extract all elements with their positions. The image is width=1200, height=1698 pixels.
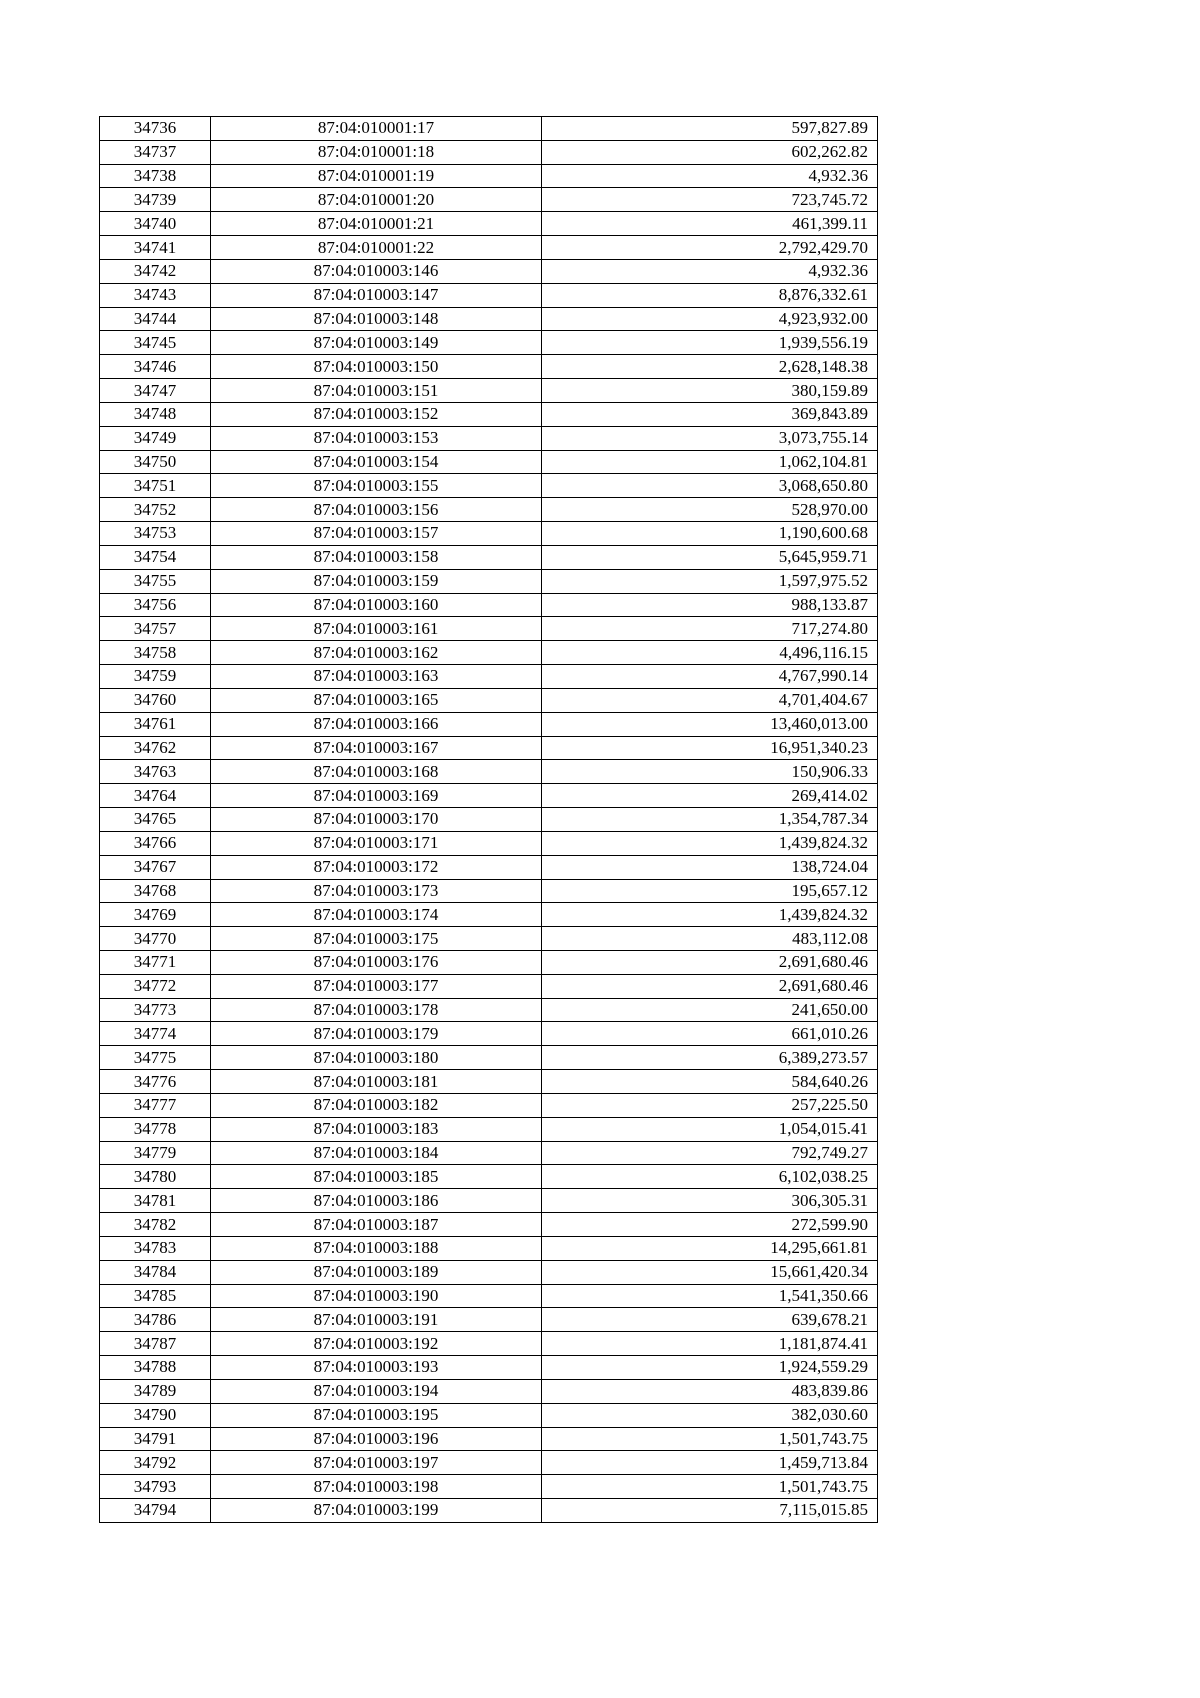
table-row (100, 593, 878, 617)
row-number-cell: 34761 (100, 712, 211, 736)
cadastral-number-cell: 87:04:010001:19 (211, 164, 542, 188)
cadastral-number-cell: 87:04:010003:152 (211, 402, 542, 426)
cadastral-number-cell: 87:04:010003:175 (211, 927, 542, 951)
value-cell: 661,010.26 (542, 1022, 878, 1046)
value-cell: 602,262.82 (542, 140, 878, 164)
value-cell: 1,501,743.75 (542, 1427, 878, 1451)
cadastral-number-cell: 87:04:010003:148 (211, 307, 542, 331)
value-cell: 16,951,340.23 (542, 736, 878, 760)
value-cell: 1,597,975.52 (542, 569, 878, 593)
value-cell: 483,112.08 (542, 927, 878, 951)
cadastral-number-cell: 87:04:010003:149 (211, 331, 542, 355)
table-row (100, 1141, 878, 1165)
row-number-cell: 34772 (100, 974, 211, 998)
value-cell: 1,181,874.41 (542, 1332, 878, 1356)
cadastral-number-cell: 87:04:010003:197 (211, 1451, 542, 1475)
cadastral-number-cell: 87:04:010003:146 (211, 259, 542, 283)
value-cell: 1,939,556.19 (542, 331, 878, 355)
table-row (100, 1236, 878, 1260)
value-cell: 6,389,273.57 (542, 1046, 878, 1070)
cadastral-number-cell: 87:04:010003:183 (211, 1117, 542, 1141)
cadastral-number-cell: 87:04:010003:147 (211, 283, 542, 307)
value-cell: 369,843.89 (542, 402, 878, 426)
value-cell: 988,133.87 (542, 593, 878, 617)
value-cell: 138,724.04 (542, 855, 878, 879)
row-number-cell: 34745 (100, 331, 211, 355)
table-row (100, 1356, 878, 1380)
cadastral-number-cell: 87:04:010003:174 (211, 903, 542, 927)
value-cell: 1,501,743.75 (542, 1475, 878, 1499)
row-number-cell: 34788 (100, 1356, 211, 1380)
value-cell: 597,827.89 (542, 117, 878, 141)
table-row (100, 784, 878, 808)
row-number-cell: 34767 (100, 855, 211, 879)
table-row (100, 1189, 878, 1213)
value-cell: 2,691,680.46 (542, 974, 878, 998)
table-row (100, 1332, 878, 1356)
row-number-cell: 34780 (100, 1165, 211, 1189)
table-row (100, 1475, 878, 1499)
table-row (100, 355, 878, 379)
row-number-cell: 34742 (100, 259, 211, 283)
cadastral-number-cell: 87:04:010003:153 (211, 426, 542, 450)
table-row (100, 808, 878, 832)
table-row (100, 1093, 878, 1117)
table-row (100, 1070, 878, 1094)
cadastral-number-cell: 87:04:010003:194 (211, 1379, 542, 1403)
cadastral-number-cell: 87:04:010003:166 (211, 712, 542, 736)
cadastral-number-cell: 87:04:010003:168 (211, 760, 542, 784)
table-row (100, 259, 878, 283)
row-number-cell: 34753 (100, 522, 211, 546)
table-row (100, 1284, 878, 1308)
row-number-cell: 34751 (100, 474, 211, 498)
value-cell: 792,749.27 (542, 1141, 878, 1165)
table-row (100, 522, 878, 546)
table-row (100, 450, 878, 474)
cadastral-number-cell: 87:04:010003:170 (211, 808, 542, 832)
value-cell: 272,599.90 (542, 1213, 878, 1237)
row-number-cell: 34741 (100, 236, 211, 260)
cadastral-number-cell: 87:04:010003:157 (211, 522, 542, 546)
table-row (100, 927, 878, 951)
row-number-cell: 34740 (100, 212, 211, 236)
value-cell: 14,295,661.81 (542, 1236, 878, 1260)
cadastral-number-cell: 87:04:010001:20 (211, 188, 542, 212)
cadastral-value-table (99, 116, 878, 1523)
row-number-cell: 34739 (100, 188, 211, 212)
cadastral-number-cell: 87:04:010001:21 (211, 212, 542, 236)
row-number-cell: 34743 (100, 283, 211, 307)
row-number-cell: 34765 (100, 808, 211, 832)
value-cell: 195,657.12 (542, 879, 878, 903)
cadastral-number-cell: 87:04:010003:182 (211, 1093, 542, 1117)
table-row (100, 617, 878, 641)
row-number-cell: 34791 (100, 1427, 211, 1451)
table-row (100, 164, 878, 188)
row-number-cell: 34757 (100, 617, 211, 641)
cadastral-number-cell: 87:04:010003:188 (211, 1236, 542, 1260)
cadastral-number-cell: 87:04:010003:165 (211, 688, 542, 712)
value-cell: 150,906.33 (542, 760, 878, 784)
cadastral-number-cell: 87:04:010003:181 (211, 1070, 542, 1094)
table-row (100, 402, 878, 426)
cadastral-number-cell: 87:04:010003:163 (211, 665, 542, 689)
table-row (100, 974, 878, 998)
value-cell: 382,030.60 (542, 1403, 878, 1427)
row-number-cell: 34779 (100, 1141, 211, 1165)
cadastral-number-cell: 87:04:010003:156 (211, 498, 542, 522)
row-number-cell: 34771 (100, 950, 211, 974)
cadastral-number-cell: 87:04:010003:186 (211, 1189, 542, 1213)
cadastral-number-cell: 87:04:010003:172 (211, 855, 542, 879)
row-number-cell: 34766 (100, 831, 211, 855)
cadastral-number-cell: 87:04:010003:173 (211, 879, 542, 903)
value-cell: 639,678.21 (542, 1308, 878, 1332)
table-row (100, 879, 878, 903)
cadastral-number-cell: 87:04:010003:190 (211, 1284, 542, 1308)
table-row (100, 307, 878, 331)
cadastral-number-cell: 87:04:010003:171 (211, 831, 542, 855)
value-cell: 3,073,755.14 (542, 426, 878, 450)
value-cell: 4,932.36 (542, 164, 878, 188)
table-row (100, 855, 878, 879)
cadastral-number-cell: 87:04:010003:179 (211, 1022, 542, 1046)
row-number-cell: 34736 (100, 117, 211, 141)
table-row (100, 1308, 878, 1332)
value-cell: 3,068,650.80 (542, 474, 878, 498)
cadastral-number-cell: 87:04:010003:167 (211, 736, 542, 760)
cadastral-number-cell: 87:04:010003:155 (211, 474, 542, 498)
cadastral-number-cell: 87:04:010003:189 (211, 1260, 542, 1284)
value-cell: 1,054,015.41 (542, 1117, 878, 1141)
cadastral-number-cell: 87:04:010001:17 (211, 117, 542, 141)
value-cell: 2,628,148.38 (542, 355, 878, 379)
row-number-cell: 34792 (100, 1451, 211, 1475)
table-row (100, 1022, 878, 1046)
value-cell: 2,792,429.70 (542, 236, 878, 260)
cadastral-number-cell: 87:04:010003:180 (211, 1046, 542, 1070)
table-row (100, 736, 878, 760)
row-number-cell: 34773 (100, 998, 211, 1022)
row-number-cell: 34755 (100, 569, 211, 593)
row-number-cell: 34758 (100, 641, 211, 665)
cadastral-number-cell: 87:04:010003:169 (211, 784, 542, 808)
table-body (100, 117, 878, 1523)
table-row (100, 426, 878, 450)
row-number-cell: 34786 (100, 1308, 211, 1332)
table-row (100, 545, 878, 569)
cadastral-number-cell: 87:04:010003:158 (211, 545, 542, 569)
value-cell: 584,640.26 (542, 1070, 878, 1094)
table-row (100, 236, 878, 260)
table-row (100, 1499, 878, 1523)
value-cell: 15,661,420.34 (542, 1260, 878, 1284)
table-row (100, 212, 878, 236)
value-cell: 1,924,559.29 (542, 1356, 878, 1380)
table-row (100, 1451, 878, 1475)
cadastral-number-cell: 87:04:010001:22 (211, 236, 542, 260)
row-number-cell: 34762 (100, 736, 211, 760)
cadastral-number-cell: 87:04:010003:193 (211, 1356, 542, 1380)
cadastral-number-cell: 87:04:010003:185 (211, 1165, 542, 1189)
table-row (100, 379, 878, 403)
value-cell: 4,767,990.14 (542, 665, 878, 689)
table-row (100, 1213, 878, 1237)
cadastral-number-cell: 87:04:010003:177 (211, 974, 542, 998)
table-row (100, 1379, 878, 1403)
table-row (100, 950, 878, 974)
table-row (100, 1403, 878, 1427)
row-number-cell: 34781 (100, 1189, 211, 1213)
value-cell: 8,876,332.61 (542, 283, 878, 307)
value-cell: 1,062,104.81 (542, 450, 878, 474)
table-row (100, 1117, 878, 1141)
value-cell: 380,159.89 (542, 379, 878, 403)
value-cell: 1,439,824.32 (542, 831, 878, 855)
table-row (100, 140, 878, 164)
cadastral-number-cell: 87:04:010003:178 (211, 998, 542, 1022)
value-cell: 1,459,713.84 (542, 1451, 878, 1475)
value-cell: 4,923,932.00 (542, 307, 878, 331)
row-number-cell: 34746 (100, 355, 211, 379)
table-row (100, 998, 878, 1022)
row-number-cell: 34768 (100, 879, 211, 903)
table-row (100, 117, 878, 141)
row-number-cell: 34774 (100, 1022, 211, 1046)
row-number-cell: 34785 (100, 1284, 211, 1308)
row-number-cell: 34760 (100, 688, 211, 712)
value-cell: 7,115,015.85 (542, 1499, 878, 1523)
table-row (100, 474, 878, 498)
value-cell: 306,305.31 (542, 1189, 878, 1213)
value-cell: 1,439,824.32 (542, 903, 878, 927)
table-row (100, 903, 878, 927)
value-cell: 717,274.80 (542, 617, 878, 641)
table-row (100, 1260, 878, 1284)
row-number-cell: 34777 (100, 1093, 211, 1117)
table-row (100, 760, 878, 784)
row-number-cell: 34748 (100, 402, 211, 426)
row-number-cell: 34763 (100, 760, 211, 784)
table-row (100, 569, 878, 593)
cadastral-number-cell: 87:04:010003:161 (211, 617, 542, 641)
value-cell: 4,932.36 (542, 259, 878, 283)
cadastral-number-cell: 87:04:010003:162 (211, 641, 542, 665)
cadastral-number-cell: 87:04:010003:195 (211, 1403, 542, 1427)
table-row (100, 665, 878, 689)
row-number-cell: 34778 (100, 1117, 211, 1141)
value-cell: 5,645,959.71 (542, 545, 878, 569)
cadastral-number-cell: 87:04:010003:199 (211, 1499, 542, 1523)
table-row (100, 498, 878, 522)
cadastral-number-cell: 87:04:010003:176 (211, 950, 542, 974)
cadastral-number-cell: 87:04:010003:184 (211, 1141, 542, 1165)
value-cell: 4,701,404.67 (542, 688, 878, 712)
row-number-cell: 34752 (100, 498, 211, 522)
cadastral-number-cell: 87:04:010003:191 (211, 1308, 542, 1332)
row-number-cell: 34789 (100, 1379, 211, 1403)
cadastral-number-cell: 87:04:010003:196 (211, 1427, 542, 1451)
cadastral-number-cell: 87:04:010003:159 (211, 569, 542, 593)
row-number-cell: 34749 (100, 426, 211, 450)
row-number-cell: 34738 (100, 164, 211, 188)
row-number-cell: 34770 (100, 927, 211, 951)
row-number-cell: 34784 (100, 1260, 211, 1284)
row-number-cell: 34782 (100, 1213, 211, 1237)
row-number-cell: 34776 (100, 1070, 211, 1094)
row-number-cell: 34750 (100, 450, 211, 474)
row-number-cell: 34759 (100, 665, 211, 689)
value-cell: 257,225.50 (542, 1093, 878, 1117)
cadastral-number-cell: 87:04:010003:160 (211, 593, 542, 617)
value-cell: 461,399.11 (542, 212, 878, 236)
row-number-cell: 34744 (100, 307, 211, 331)
row-number-cell: 34769 (100, 903, 211, 927)
row-number-cell: 34790 (100, 1403, 211, 1427)
row-number-cell: 34794 (100, 1499, 211, 1523)
table-row (100, 712, 878, 736)
value-cell: 6,102,038.25 (542, 1165, 878, 1189)
row-number-cell: 34775 (100, 1046, 211, 1070)
row-number-cell: 34783 (100, 1236, 211, 1260)
value-cell: 1,190,600.68 (542, 522, 878, 546)
value-cell: 723,745.72 (542, 188, 878, 212)
row-number-cell: 34793 (100, 1475, 211, 1499)
table-row (100, 1046, 878, 1070)
value-cell: 1,354,787.34 (542, 808, 878, 832)
table-row (100, 188, 878, 212)
cadastral-number-cell: 87:04:010003:151 (211, 379, 542, 403)
table-row (100, 1427, 878, 1451)
table-row (100, 688, 878, 712)
cadastral-number-cell: 87:04:010003:150 (211, 355, 542, 379)
table-row (100, 331, 878, 355)
row-number-cell: 34756 (100, 593, 211, 617)
value-cell: 2,691,680.46 (542, 950, 878, 974)
row-number-cell: 34754 (100, 545, 211, 569)
value-cell: 13,460,013.00 (542, 712, 878, 736)
cadastral-number-cell: 87:04:010003:187 (211, 1213, 542, 1237)
row-number-cell: 34737 (100, 140, 211, 164)
value-cell: 1,541,350.66 (542, 1284, 878, 1308)
table-row (100, 641, 878, 665)
value-cell: 483,839.86 (542, 1379, 878, 1403)
cadastral-number-cell: 87:04:010003:198 (211, 1475, 542, 1499)
table-row (100, 831, 878, 855)
cadastral-number-cell: 87:04:010001:18 (211, 140, 542, 164)
cadastral-number-cell: 87:04:010003:192 (211, 1332, 542, 1356)
row-number-cell: 34787 (100, 1332, 211, 1356)
row-number-cell: 34747 (100, 379, 211, 403)
value-cell: 241,650.00 (542, 998, 878, 1022)
value-cell: 528,970.00 (542, 498, 878, 522)
table-row (100, 1165, 878, 1189)
table-row (100, 283, 878, 307)
value-cell: 4,496,116.15 (542, 641, 878, 665)
row-number-cell: 34764 (100, 784, 211, 808)
value-cell: 269,414.02 (542, 784, 878, 808)
cadastral-number-cell: 87:04:010003:154 (211, 450, 542, 474)
